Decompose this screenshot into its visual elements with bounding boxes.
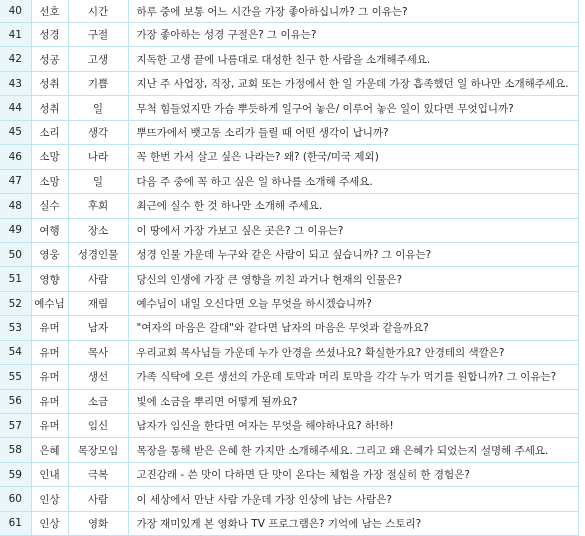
row-number-cell: 41	[0, 23, 31, 47]
question-cell: 이 땅에서 가장 가보고 싶은 곳은? 그 이유는?	[128, 218, 578, 242]
row-number-cell: 60	[0, 487, 31, 511]
row-number-cell: 61	[0, 511, 31, 535]
keyword-cell: 고생	[68, 47, 128, 71]
keyword-cell: 시간	[68, 0, 128, 23]
keyword-cell: 나라	[68, 145, 128, 169]
table-row	[0, 340, 578, 364]
category-cell: 유머	[31, 414, 68, 438]
table-row	[0, 365, 578, 389]
category-cell: 인상	[31, 487, 68, 511]
question-cell: 예수님이 내일 오신다면 오늘 무엇을 하시겠습니까?	[128, 291, 578, 315]
keyword-cell: 소금	[68, 389, 128, 413]
category-cell: 영향	[31, 267, 68, 291]
keyword-cell: 사람	[68, 487, 128, 511]
category-cell: 인내	[31, 462, 68, 486]
table-row	[0, 438, 578, 462]
table-row	[0, 242, 578, 266]
keyword-cell: 남자	[68, 316, 128, 340]
table-row	[0, 462, 578, 486]
row-number-cell: 49	[0, 218, 31, 242]
category-cell: 은혜	[31, 438, 68, 462]
question-cell: 우리교회 목사님들 가운데 누가 안경을 쓰셨나요? 확실한가요? 안경테의 색깔은?	[128, 340, 578, 364]
row-number-cell: 43	[0, 71, 31, 95]
table-row	[0, 71, 578, 95]
question-cell: 이 세상에서 만난 사람 가운데 가장 인상에 남는 사람은?	[128, 487, 578, 511]
question-cell: 고진감래 - 쓴 맛이 다하면 단 맛이 온다는 체험을 가장 절실히 한 경험은?	[128, 462, 578, 486]
table-row	[0, 169, 578, 193]
question-cell: 최근에 실수 한 것 하나만 소개해 주세요.	[128, 194, 578, 218]
category-cell: 인상	[31, 511, 68, 535]
row-number-cell: 44	[0, 96, 31, 120]
question-cell: 지난 주 사업장, 직장, 교회 또는 가정에서 한 일 가운데 가장 흡족했던 일 하나만 소개해주세요.	[128, 71, 578, 95]
question-cell: 지독한 고생 끝에 나름대로 대성한 친구 한 사람을 소개해주세요.	[128, 47, 578, 71]
category-cell: 유머	[31, 316, 68, 340]
category-cell: 예수님	[31, 291, 68, 315]
row-number-cell: 42	[0, 47, 31, 71]
keyword-cell: 목장모임	[68, 438, 128, 462]
question-cell: 당신의 인생에 가장 큰 영향을 끼친 과거나 현재의 인물은?	[128, 267, 578, 291]
table-row	[0, 194, 578, 218]
row-number-cell: 56	[0, 389, 31, 413]
table-row	[0, 511, 578, 535]
question-cell: 목장을 통해 받은 은혜 한 가지만 소개해주세요. 그리고 왜 은혜가 되었는지 설명해 주세요.	[128, 438, 578, 462]
row-number-cell: 55	[0, 365, 31, 389]
category-cell: 성취	[31, 71, 68, 95]
table-row	[0, 47, 578, 71]
question-cell: 꼭 한번 가서 살고 싶은 나라는? 왜? (한국/미국 제외)	[128, 145, 578, 169]
keyword-cell: 생선	[68, 365, 128, 389]
keyword-cell: 일	[68, 169, 128, 193]
keyword-cell: 기쁨	[68, 71, 128, 95]
question-cell: 가장 좋아하는 성경 구절은? 그 이유는?	[128, 23, 578, 47]
row-number-cell: 52	[0, 291, 31, 315]
table-row	[0, 120, 578, 144]
category-cell: 영웅	[31, 242, 68, 266]
category-cell: 소망	[31, 145, 68, 169]
question-cell: "여자의 마음은 갈대"와 같다면 남자의 마음은 무엇과 같을까요?	[128, 316, 578, 340]
row-number-cell: 45	[0, 120, 31, 144]
category-cell: 소망	[31, 169, 68, 193]
keyword-cell: 구절	[68, 23, 128, 47]
table-row	[0, 0, 578, 23]
keyword-cell: 재림	[68, 291, 128, 315]
category-cell: 유머	[31, 340, 68, 364]
row-number-cell: 51	[0, 267, 31, 291]
keyword-cell: 성경인물	[68, 242, 128, 266]
category-cell: 선호	[31, 0, 68, 23]
table-row	[0, 218, 578, 242]
category-cell: 실수	[31, 194, 68, 218]
table-row	[0, 316, 578, 340]
question-cell: 다음 주 중에 꼭 하고 싶은 일 하나를 소개해 주세요.	[128, 169, 578, 193]
keyword-cell: 장소	[68, 218, 128, 242]
row-number-cell: 40	[0, 0, 31, 23]
table-row	[0, 389, 578, 413]
row-number-cell: 47	[0, 169, 31, 193]
keyword-cell: 생각	[68, 120, 128, 144]
question-cell: 빛에 소금을 뿌리면 어떻게 될까요?	[128, 389, 578, 413]
row-number-cell: 48	[0, 194, 31, 218]
category-cell: 유머	[31, 389, 68, 413]
row-number-cell: 50	[0, 242, 31, 266]
category-cell: 소리	[31, 120, 68, 144]
keyword-cell: 후회	[68, 194, 128, 218]
row-number-cell: 58	[0, 438, 31, 462]
question-cell: 가장 재미있게 본 영화나 TV 프로그램은? 기억에 남는 스토리?	[128, 511, 578, 535]
keyword-cell: 극복	[68, 462, 128, 486]
keyword-cell: 사람	[68, 267, 128, 291]
table-row	[0, 96, 578, 120]
question-cell: 가족 식탁에 오른 생선의 가운데 토막과 머리 토막을 각각 누가 먹기를 원합니까? 그 이유는?	[128, 365, 578, 389]
table-row	[0, 291, 578, 315]
table-row	[0, 267, 578, 291]
table-row	[0, 487, 578, 511]
row-number-cell: 54	[0, 340, 31, 364]
question-cell: 하루 중에 보통 어느 시간을 가장 좋아하십니까? 그 이유는?	[128, 0, 578, 23]
keyword-cell: 임신	[68, 414, 128, 438]
row-number-cell: 53	[0, 316, 31, 340]
question-cell: 뿌뜨가에서 뱃고동 소리가 들릴 때 어떤 생각이 납니까?	[128, 120, 578, 144]
category-cell: 성공	[31, 47, 68, 71]
question-cell: 무척 힘들었지만 가슴 뿌듯하게 일구어 놓은/ 이루어 놓은 일이 있다면 무엇입니까?	[128, 96, 578, 120]
question-cell: 남자가 임신을 한다면 여자는 무엇을 해야하나요? 하!하!	[128, 414, 578, 438]
question-cell: 성경 인물 가운데 누구와 같은 사람이 되고 싶습니까? 그 이유는?	[128, 242, 578, 266]
row-number-cell: 46	[0, 145, 31, 169]
category-cell: 유머	[31, 365, 68, 389]
table-row	[0, 23, 578, 47]
table-row	[0, 145, 578, 169]
row-number-cell: 57	[0, 414, 31, 438]
category-cell: 성취	[31, 96, 68, 120]
table-row	[0, 414, 578, 438]
keyword-cell: 일	[68, 96, 128, 120]
row-number-cell: 59	[0, 462, 31, 486]
keyword-cell: 영화	[68, 511, 128, 535]
category-cell: 성경	[31, 23, 68, 47]
keyword-cell: 목사	[68, 340, 128, 364]
category-cell: 여행	[31, 218, 68, 242]
